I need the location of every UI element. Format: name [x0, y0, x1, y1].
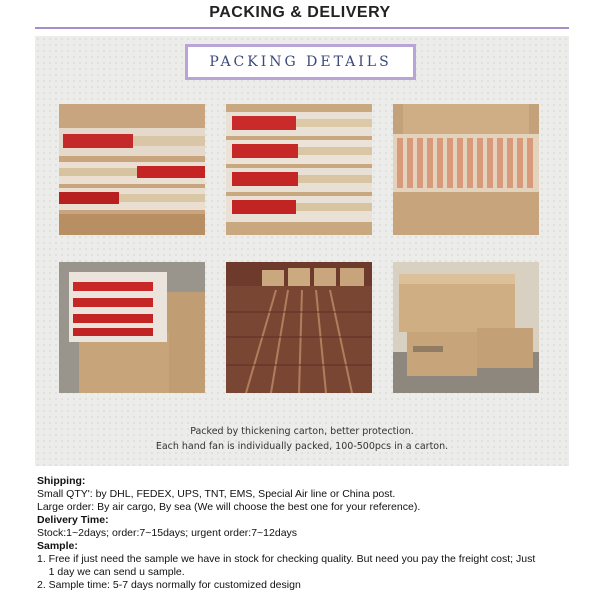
photo-red-fans-bagged [59, 104, 205, 235]
page-title: PACKING & DELIVERY [209, 4, 391, 21]
packing-caption-line2: Each hand fan is individually packed, 100-500pcs in a carton. [155, 441, 449, 452]
photo-bagged-fans-on-carton [59, 262, 205, 393]
shipping-line2: Large order: By air cargo, By sea (We will choose the best one for your reference). [37, 501, 421, 513]
shipping-line1: Small QTY': by DHL, FEDEX, UPS, TNT, EMS, Special Air line or China post. [37, 488, 396, 500]
packing-heading-box [185, 44, 416, 80]
packing-caption-line1: Packed by thickening carton, better protection. [190, 426, 414, 437]
sample-heading: Sample: [37, 540, 78, 552]
sample-line2: 1 day we can send u sample. [37, 566, 185, 578]
photo-stacked-red-fans [226, 104, 372, 235]
packing-panel [35, 36, 569, 466]
photo-closed-cartons [393, 262, 539, 393]
sample-line1: 1. Free if just need the sample we have in stock for checking quality. But need you pay the freight cost; Just [37, 553, 536, 565]
delivery-line1: Stock:1~2days; order:7~15days; urgent order:7~12days [37, 527, 298, 539]
title-divider [35, 27, 569, 29]
delivery-heading: Delivery Time: [37, 514, 109, 526]
packing-heading: PACKING DETAILS [209, 54, 392, 70]
sample-line3: 2. Sample time: 5-7 days normally for customized design [37, 579, 301, 591]
photo-fans-in-carton [393, 104, 539, 235]
shipping-heading: Shipping: [37, 475, 86, 487]
photo-rows-of-cartons [226, 262, 372, 393]
